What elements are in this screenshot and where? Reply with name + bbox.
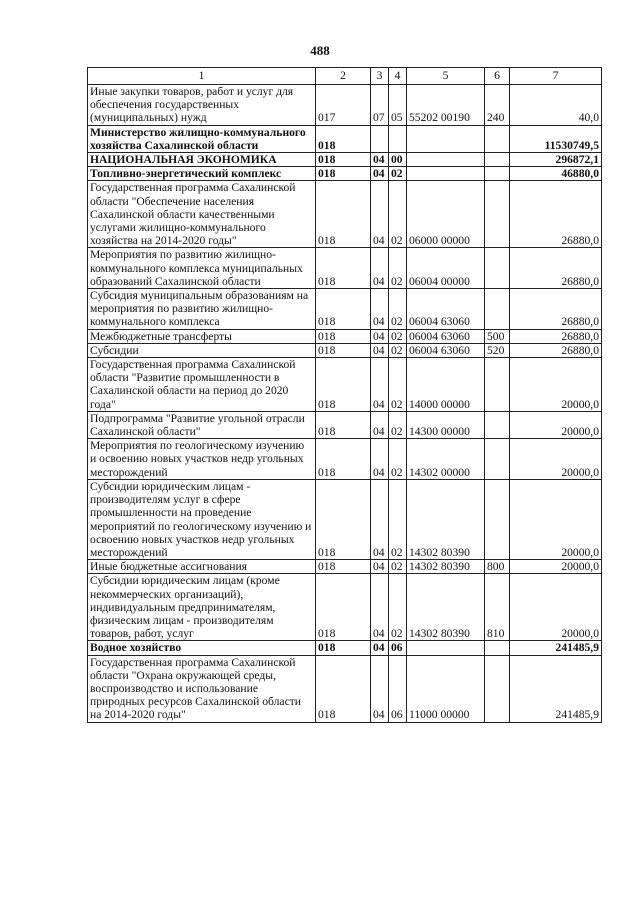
cell-section-code: 04 (371, 289, 389, 330)
cell-name: Субсидии юридическим лицам (кроме некоммерческих организаций), индивидуальным предпринимателям, физическим лицам - производителям товаров, работ, услуг (88, 574, 316, 641)
cell-ved-code: 018 (316, 248, 371, 289)
cell-name: Субсидии (88, 343, 316, 357)
cell-subsection-code: 02 (389, 411, 407, 438)
cell-target-article: 14300 00000 (407, 411, 485, 438)
column-header: 6 (485, 68, 510, 85)
table-row (88, 85, 602, 126)
cell-section-code: 04 (371, 181, 389, 248)
cell-section-code: 04 (371, 167, 389, 181)
cell-amount: 20000,0 (510, 479, 602, 559)
table-row (88, 574, 602, 641)
cell-target-article (407, 153, 485, 167)
cell-subsection-code: 06 (389, 641, 407, 655)
cell-amount: 11530749,5 (510, 125, 602, 152)
cell-name: Иные бюджетные ассигнования (88, 560, 316, 574)
cell-ved-code: 018 (316, 181, 371, 248)
table-row (88, 181, 602, 248)
cell-section-code: 04 (371, 560, 389, 574)
cell-expense-type (485, 358, 510, 412)
cell-ved-code: 018 (316, 358, 371, 412)
cell-subsection-code: 02 (389, 181, 407, 248)
table-row (88, 153, 602, 167)
cell-amount: 20000,0 (510, 358, 602, 412)
table-row (88, 248, 602, 289)
cell-expense-type (485, 125, 510, 152)
cell-section-code: 04 (371, 248, 389, 289)
cell-ved-code: 018 (316, 560, 371, 574)
cell-subsection-code (389, 125, 407, 152)
table-row (88, 329, 602, 343)
page-number: 488 (310, 43, 330, 58)
cell-name: Межбюджетные трансферты (88, 329, 316, 343)
cell-target-article: 14302 00000 (407, 439, 485, 480)
cell-section-code: 07 (371, 85, 389, 126)
header-row (88, 68, 602, 85)
table-row (88, 167, 602, 181)
cell-expense-type (485, 641, 510, 655)
cell-section-code: 04 (371, 411, 389, 438)
cell-section-code: 04 (371, 655, 389, 722)
cell-ved-code: 018 (316, 439, 371, 480)
cell-target-article: 06000 00000 (407, 181, 485, 248)
cell-subsection-code: 02 (389, 574, 407, 641)
cell-name: Водное хозяйство (88, 641, 316, 655)
cell-target-article: 14302 80390 (407, 574, 485, 641)
cell-expense-type (485, 479, 510, 559)
cell-target-article: 14302 80390 (407, 479, 485, 559)
column-header: 4 (389, 68, 407, 85)
cell-amount: 26880,0 (510, 248, 602, 289)
cell-name: НАЦИОНАЛЬНАЯ ЭКОНОМИКА (88, 153, 316, 167)
cell-subsection-code: 02 (389, 248, 407, 289)
cell-ved-code: 018 (316, 167, 371, 181)
cell-subsection-code: 02 (389, 479, 407, 559)
cell-amount: 26880,0 (510, 343, 602, 357)
cell-expense-type (485, 411, 510, 438)
cell-section-code: 04 (371, 358, 389, 412)
table-row (88, 641, 602, 655)
cell-amount: 241485,9 (510, 641, 602, 655)
cell-name: Подпрограмма "Развитие угольной отрасли Сахалинской области" (88, 411, 316, 438)
cell-ved-code: 018 (316, 153, 371, 167)
cell-subsection-code: 05 (389, 85, 407, 126)
cell-target-article: 06004 63060 (407, 329, 485, 343)
cell-section-code: 04 (371, 479, 389, 559)
table-row (88, 343, 602, 357)
cell-amount: 20000,0 (510, 574, 602, 641)
cell-amount: 26880,0 (510, 181, 602, 248)
cell-ved-code: 018 (316, 329, 371, 343)
cell-subsection-code: 02 (389, 358, 407, 412)
table-row (88, 358, 602, 412)
cell-target-article: 06004 63060 (407, 289, 485, 330)
cell-ved-code: 018 (316, 289, 371, 330)
cell-subsection-code: 02 (389, 167, 407, 181)
column-header: 1 (88, 68, 316, 85)
table-row (88, 289, 602, 330)
cell-expense-type: 810 (485, 574, 510, 641)
cell-target-article (407, 641, 485, 655)
cell-target-article: 11000 00000 (407, 655, 485, 722)
cell-subsection-code: 02 (389, 343, 407, 357)
cell-name: Министерство жилищно-коммунального хозяйства Сахалинской области (88, 125, 316, 152)
column-header: 5 (407, 68, 485, 85)
column-header: 3 (371, 68, 389, 85)
cell-section-code: 04 (371, 574, 389, 641)
cell-subsection-code: 02 (389, 329, 407, 343)
cell-target-article (407, 167, 485, 181)
cell-target-article: 14000 00000 (407, 358, 485, 412)
cell-target-article: 14302 80390 (407, 560, 485, 574)
cell-name: Субсидия муниципальным образованиям на мероприятия по развитию жилищно-коммунального комплекса (88, 289, 316, 330)
cell-section-code (371, 125, 389, 152)
table-row (88, 655, 602, 722)
cell-expense-type: 500 (485, 329, 510, 343)
cell-ved-code: 018 (316, 343, 371, 357)
cell-ved-code: 018 (316, 411, 371, 438)
cell-ved-code: 017 (316, 85, 371, 126)
cell-expense-type: 800 (485, 560, 510, 574)
cell-target-article: 55202 00190 (407, 85, 485, 126)
cell-amount: 26880,0 (510, 289, 602, 330)
cell-ved-code: 018 (316, 125, 371, 152)
cell-expense-type (485, 655, 510, 722)
table-row (88, 479, 602, 559)
cell-name: Мероприятия по развитию жилищно-коммунального комплекса муниципальных образований Сахалинской области (88, 248, 316, 289)
cell-name: Государственная программа Сахалинской области "Охрана окружающей среды, воспроизводство и использование природных ресурсов Сахалинской области на 2014-2020 годы" (88, 655, 316, 722)
cell-amount: 40,0 (510, 85, 602, 126)
cell-expense-type: 520 (485, 343, 510, 357)
cell-subsection-code: 06 (389, 655, 407, 722)
cell-section-code: 04 (371, 641, 389, 655)
cell-amount: 20000,0 (510, 560, 602, 574)
cell-name: Государственная программа Сахалинской области "Обеспечение населения Сахалинской области качественными услугами жилищно-коммунального хозяйства на 2014-2020 годы" (88, 181, 316, 248)
table-row (88, 125, 602, 152)
cell-name: Субсидии юридическим лицам - производителям услуг в сфере промышленности на проведение мероприятий по геологическому изучению и освоению новых участков недр угольных месторождений (88, 479, 316, 559)
cell-section-code: 04 (371, 439, 389, 480)
cell-amount: 20000,0 (510, 439, 602, 480)
column-header: 2 (316, 68, 371, 85)
table-row (88, 560, 602, 574)
cell-target-article: 06004 63060 (407, 343, 485, 357)
table-row (88, 439, 602, 480)
cell-expense-type (485, 439, 510, 480)
cell-ved-code: 018 (316, 655, 371, 722)
cell-section-code: 04 (371, 153, 389, 167)
cell-expense-type (485, 167, 510, 181)
table-row (88, 411, 602, 438)
cell-subsection-code: 02 (389, 439, 407, 480)
cell-target-article: 06004 00000 (407, 248, 485, 289)
cell-name: Топливно-энергетический комплекс (88, 167, 316, 181)
cell-ved-code: 018 (316, 641, 371, 655)
cell-ved-code: 018 (316, 574, 371, 641)
cell-name: Иные закупки товаров, работ и услуг для обеспечения государственных (муниципальных) нужд (88, 85, 316, 126)
cell-subsection-code: 02 (389, 560, 407, 574)
cell-name: Мероприятия по геологическому изучению и освоению новых участков недр угольных месторождений (88, 439, 316, 480)
budget-table (87, 67, 602, 723)
cell-amount: 241485,9 (510, 655, 602, 722)
cell-expense-type: 240 (485, 85, 510, 126)
cell-target-article (407, 125, 485, 152)
cell-amount: 20000,0 (510, 411, 602, 438)
cell-expense-type (485, 248, 510, 289)
cell-expense-type (485, 289, 510, 330)
cell-ved-code: 018 (316, 479, 371, 559)
column-header: 7 (510, 68, 602, 85)
cell-expense-type (485, 181, 510, 248)
cell-amount: 296872,1 (510, 153, 602, 167)
cell-section-code: 04 (371, 329, 389, 343)
cell-subsection-code: 00 (389, 153, 407, 167)
cell-section-code: 04 (371, 343, 389, 357)
cell-amount: 46880,0 (510, 167, 602, 181)
cell-name: Государственная программа Сахалинской области "Развитие промышленности в Сахалинской области на период до 2020 года" (88, 358, 316, 412)
cell-amount: 26880,0 (510, 329, 602, 343)
cell-subsection-code: 02 (389, 289, 407, 330)
cell-expense-type (485, 153, 510, 167)
